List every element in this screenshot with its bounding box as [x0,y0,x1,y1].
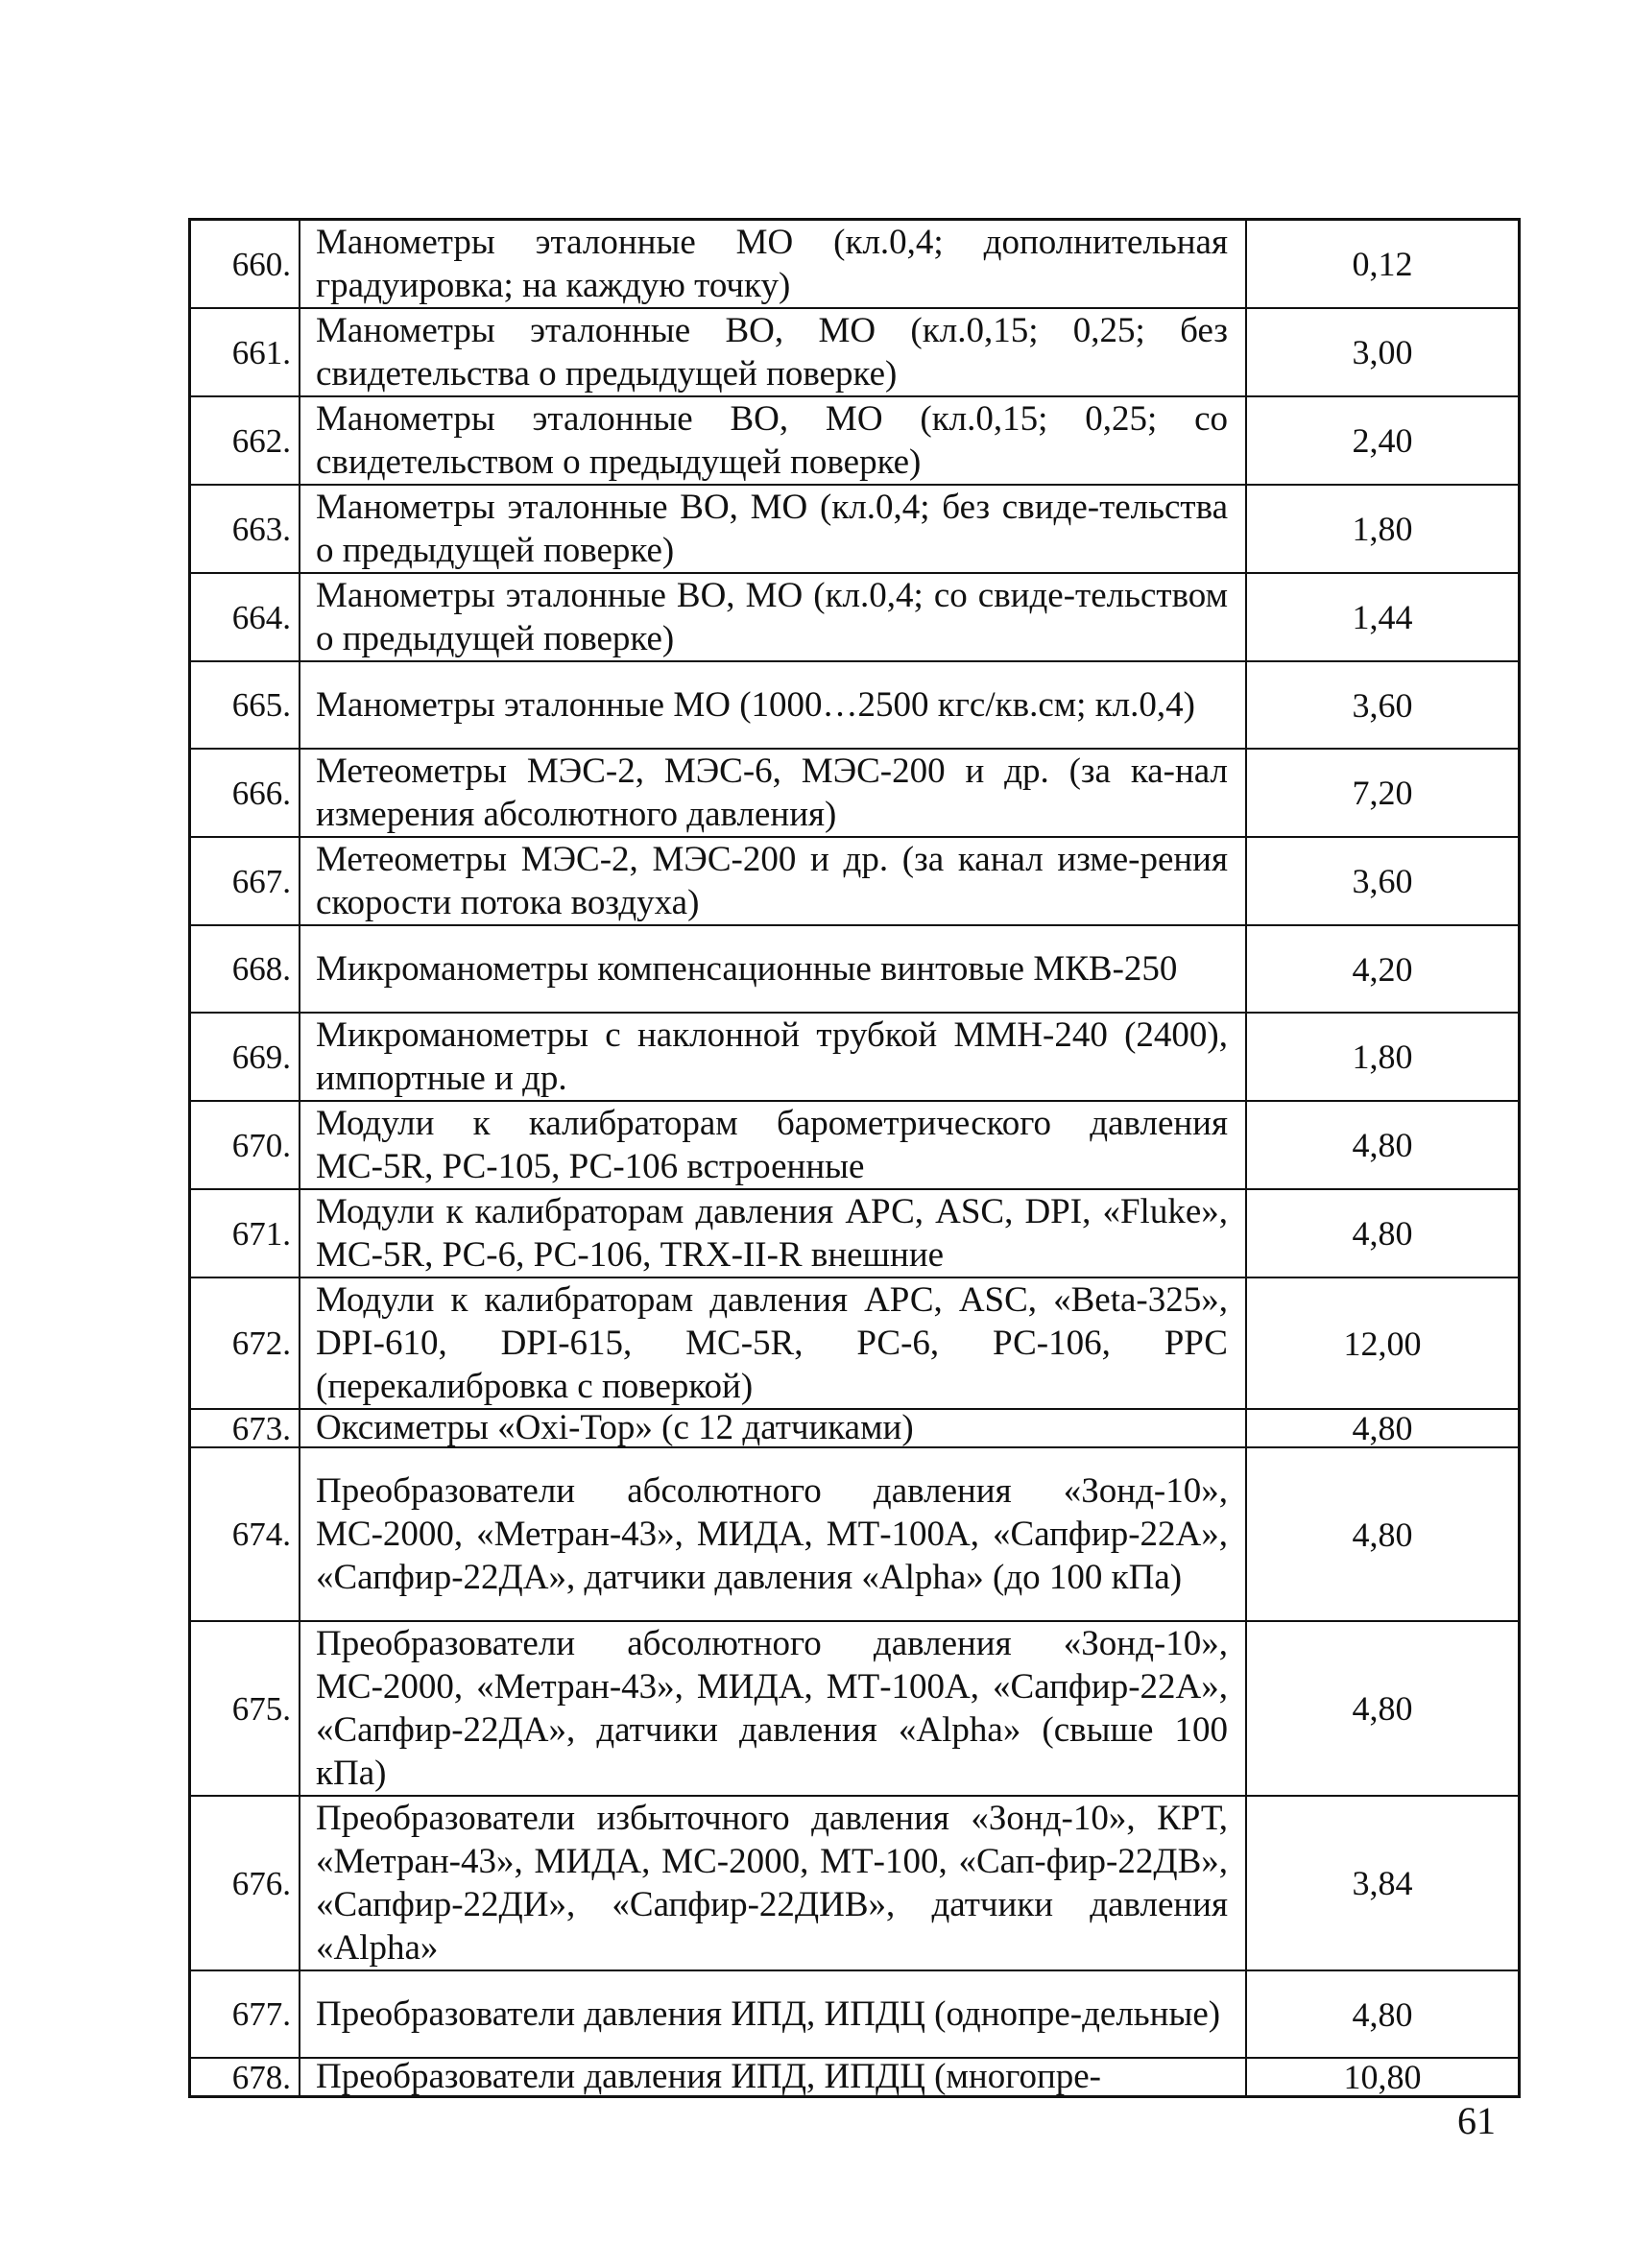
row-price: 4,80 [1246,1101,1520,1189]
row-description: Метеометры МЭС-2, МЭС-200 и др. (за канал изме-рения скорости потока воздуха) [300,837,1246,925]
table-row [190,1101,1520,1189]
table-row [190,573,1520,661]
table-row [190,837,1520,925]
row-number: 675. [190,1621,300,1796]
table-row [190,1621,1520,1796]
row-number: 664. [190,573,300,661]
row-price: 10,80 [1246,2058,1520,2097]
row-description: Микроманометры с наклонной трубкой ММН-240 (2400), импортные и др. [300,1013,1246,1101]
table-row [190,1796,1520,1970]
row-description: Метеометры МЭС-2, МЭС-6, МЭС-200 и др. (за ка-нал измерения абсолютного давления) [300,749,1246,837]
row-price: 3,00 [1246,308,1520,396]
row-number: 661. [190,308,300,396]
row-number: 666. [190,749,300,837]
row-description: Модули к калибраторам барометрического давления МС-5R, РС-105, РС-106 встроенные [300,1101,1246,1189]
row-price: 0,12 [1246,220,1520,309]
row-price: 4,80 [1246,1189,1520,1277]
row-number: 677. [190,1970,300,2058]
row-price: 3,60 [1246,661,1520,749]
row-description: Манометры эталонные МО (кл.0,4; дополнительная градуировка; на каждую точку) [300,220,1246,309]
row-description: Манометры эталонные ВО, МО (кл.0,15; 0,25; со свидетельством о предыдущей поверке) [300,396,1246,485]
row-number: 669. [190,1013,300,1101]
row-description: Преобразователи избыточного давления «Зонд-10», КРТ, «Метран-43», МИДА, МС-2000, МТ-100, «Сап-фир-22ДВ», «Сапфир-22ДИ», «Сапфир-22ДИВ», датчики давления «Alpha» [300,1796,1246,1970]
row-number: 673. [190,1409,300,1447]
table-row [190,1189,1520,1277]
table-row [190,1409,1520,1447]
row-number: 672. [190,1277,300,1409]
row-description: Преобразователи абсолютного давления «Зонд-10», МС-2000, «Метран-43», МИДА, МТ-100А, «Сапфир-22А», «Сапфир-22ДА», датчики давления «Alpha» (свыше 100 кПа) [300,1621,1246,1796]
row-description: Модули к калибраторам давления АРС, ASC, DPI, «Fluke», МС-5R, РС-6, РС-106, TRX-II-R внешние [300,1189,1246,1277]
row-price: 1,44 [1246,573,1520,661]
row-price: 1,80 [1246,485,1520,573]
row-price: 4,80 [1246,1621,1520,1796]
table-row [190,2058,1520,2097]
table-row [190,1277,1520,1409]
row-description: Микроманометры компенсационные винтовые МКВ-250 [300,925,1246,1013]
row-description: Манометры эталонные ВО, МО (кл.0,4; без свиде-тельства о предыдущей поверке) [300,485,1246,573]
row-description: Манометры эталонные ВО, МО (кл.0,4; со свиде-тельством о предыдущей поверке) [300,573,1246,661]
row-number: 674. [190,1447,300,1621]
row-number: 662. [190,396,300,485]
row-description: Преобразователи давления ИПД, ИПДЦ (многопре- [300,2058,1246,2097]
row-price: 1,80 [1246,1013,1520,1101]
row-description: Манометры эталонные ВО, МО (кл.0,15; 0,25; без свидетельства о предыдущей поверке) [300,308,1246,396]
row-price: 4,80 [1246,1447,1520,1621]
table-row [190,925,1520,1013]
row-number: 671. [190,1189,300,1277]
row-description: Манометры эталонные МО (1000…2500 кгс/кв.см; кл.0,4) [300,661,1246,749]
price-table [188,218,1521,2098]
row-description: Преобразователи давления ИПД, ИПДЦ (однопре-дельные) [300,1970,1246,2058]
row-price: 2,40 [1246,396,1520,485]
table-row [190,220,1520,309]
row-number: 667. [190,837,300,925]
table-row [190,661,1520,749]
page-number: 61 [1457,2099,1496,2142]
row-number: 676. [190,1796,300,1970]
row-description: Модули к калибраторам давления АРС, ASC, «Beta-325», DPI-610, DPI-615, МС-5R, РС-6, РС-106, РРС (перекалибровка с поверкой) [300,1277,1246,1409]
table-row [190,749,1520,837]
row-price: 4,20 [1246,925,1520,1013]
row-price: 3,84 [1246,1796,1520,1970]
row-price: 4,80 [1246,1970,1520,2058]
row-price: 4,80 [1246,1409,1520,1447]
row-number: 660. [190,220,300,309]
row-number: 668. [190,925,300,1013]
row-description: Преобразователи абсолютного давления «Зонд-10», МС-2000, «Метран-43», МИДА, МТ-100А, «Сапфир-22А», «Сапфир-22ДА», датчики давления «Alpha» (до 100 кПа) [300,1447,1246,1621]
row-price: 3,60 [1246,837,1520,925]
table-row [190,1013,1520,1101]
row-number: 678. [190,2058,300,2097]
row-number: 665. [190,661,300,749]
row-number: 663. [190,485,300,573]
row-description: Оксиметры «Oxi-Top» (с 12 датчиками) [300,1409,1246,1447]
row-number: 670. [190,1101,300,1189]
row-price: 12,00 [1246,1277,1520,1409]
row-price: 7,20 [1246,749,1520,837]
table-row [190,396,1520,485]
table-row [190,1970,1520,2058]
table-row [190,1447,1520,1621]
table-row [190,485,1520,573]
table-row [190,308,1520,396]
